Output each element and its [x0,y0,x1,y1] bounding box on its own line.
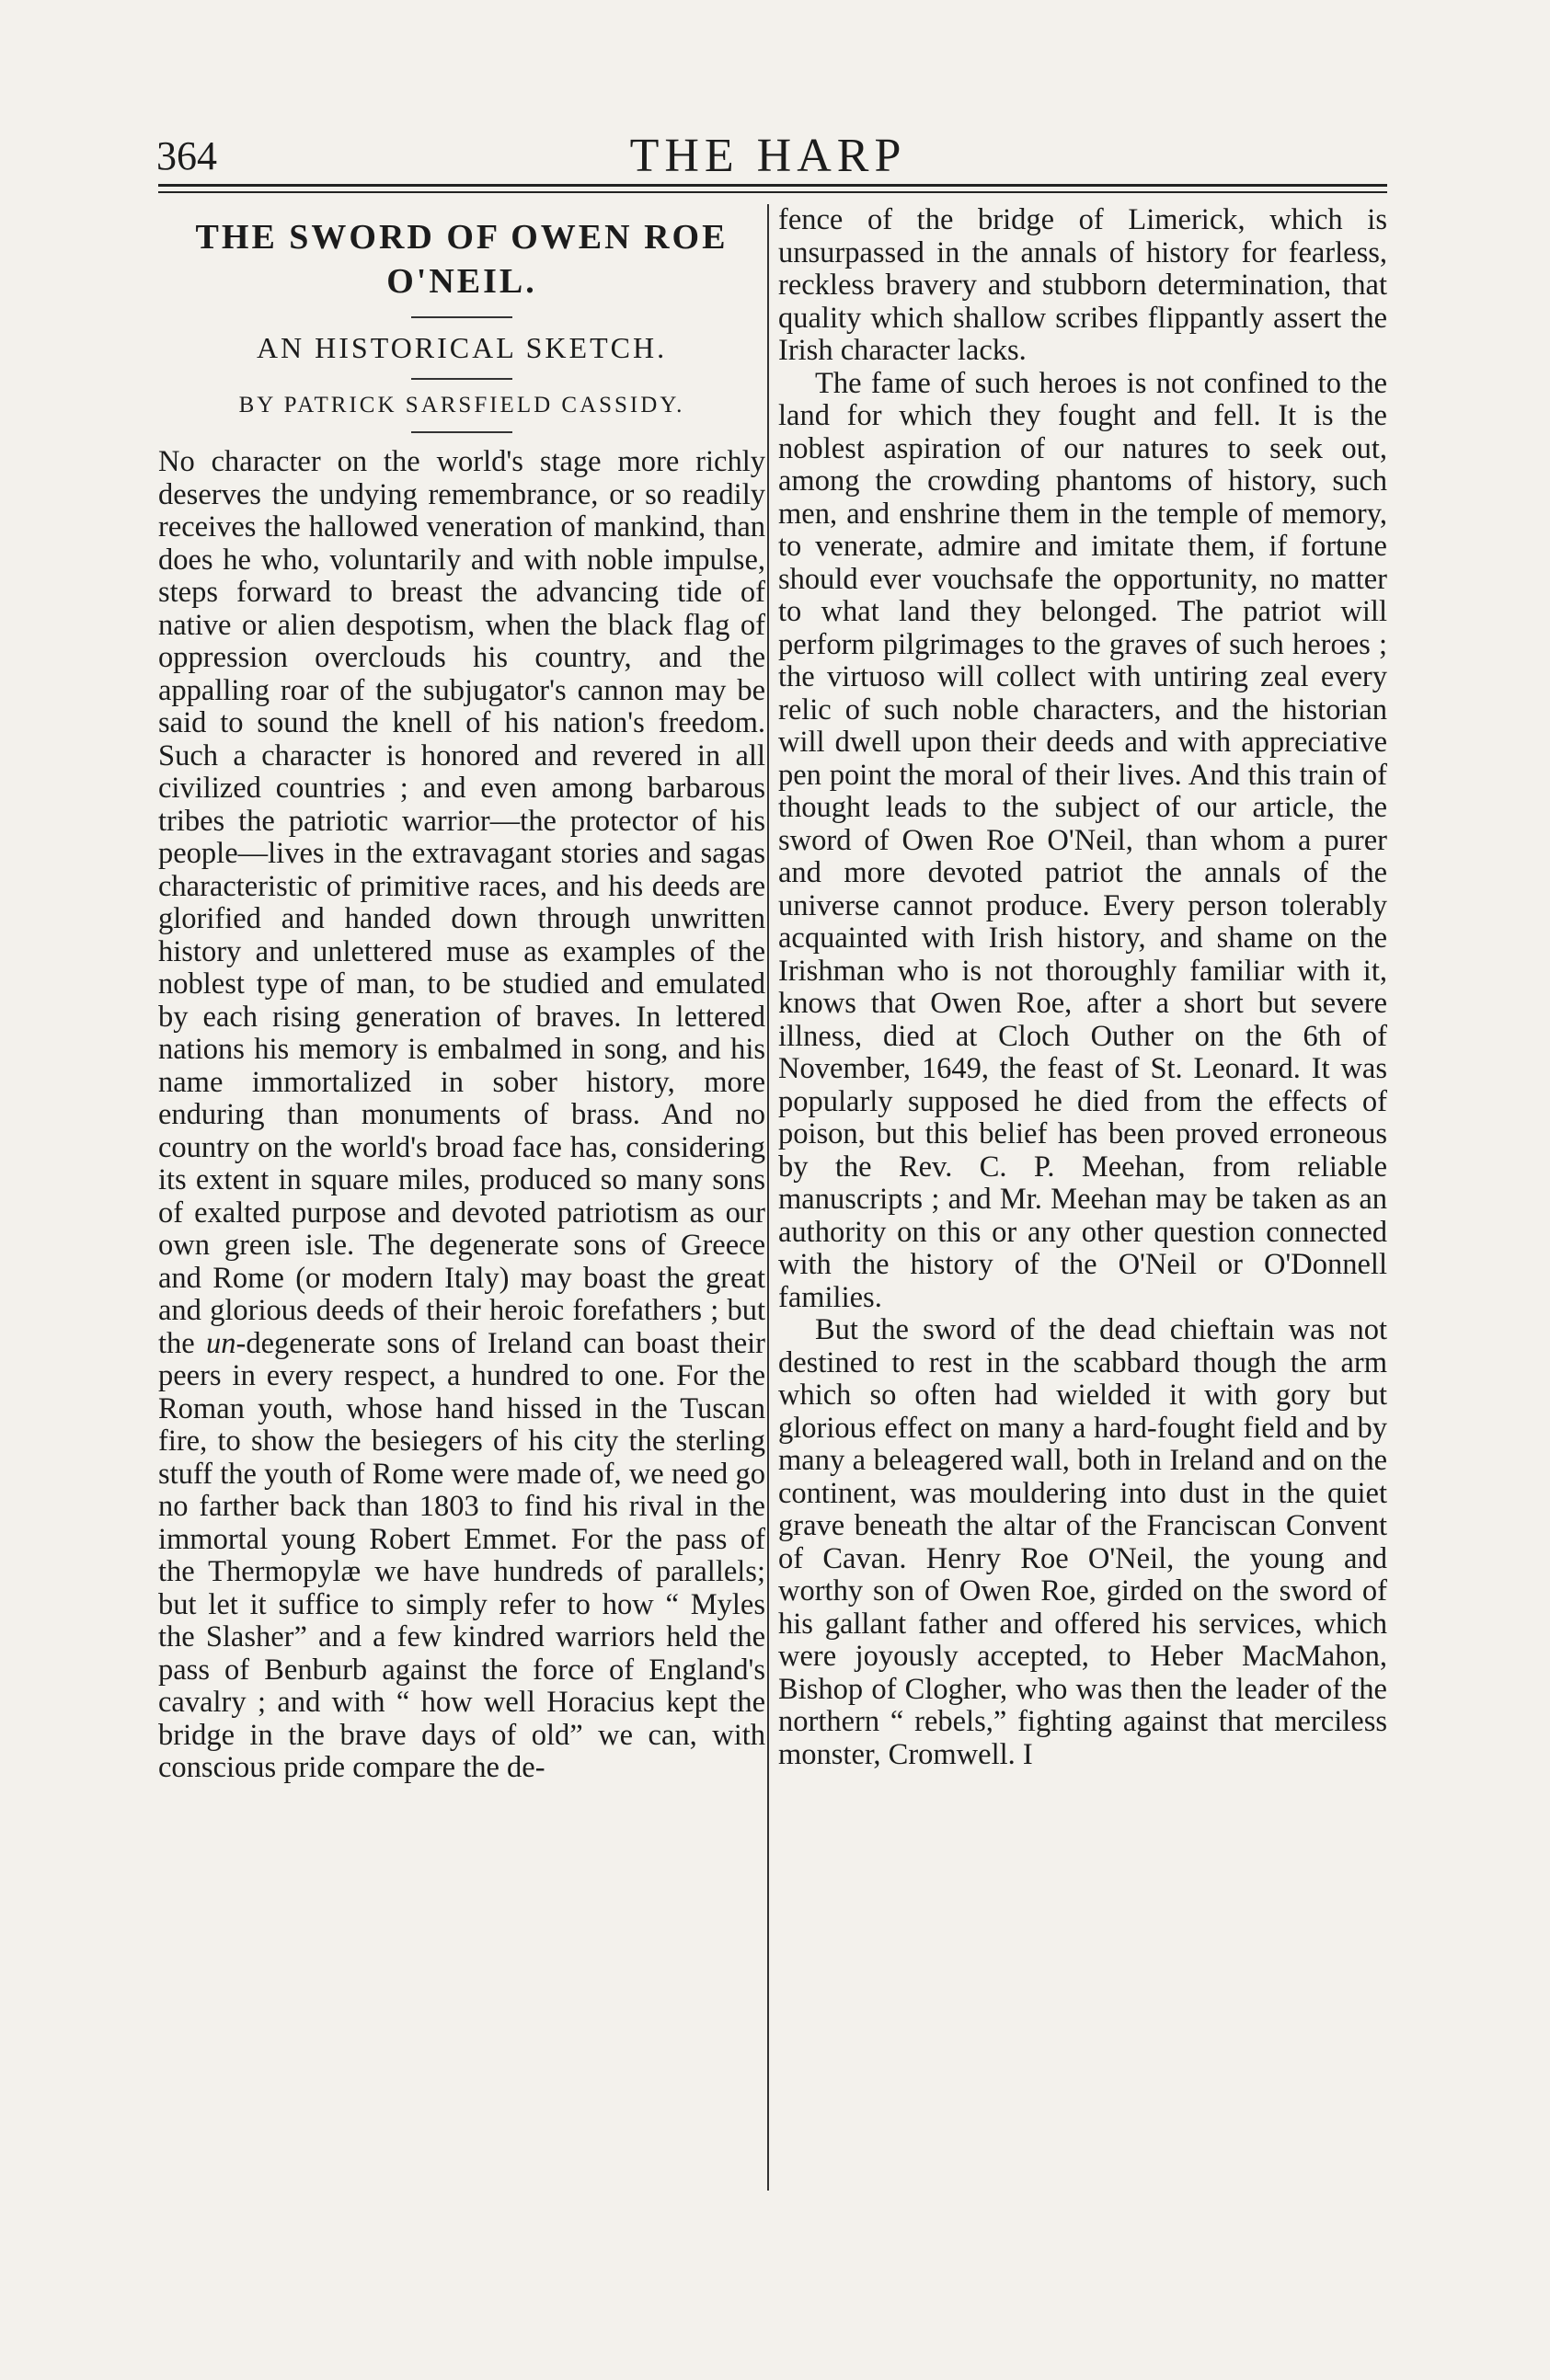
right-paragraph-continued: fence of the bridge of Limerick, which is unsurpassed in the annals of history for fearless, reckless bravery and stubborn determination, that quality which shallow scribes flippantly assert the Irish character lacks. [778,203,1387,367]
right-paragraph-2: The fame of such heroes is not confined to the land for which they fought and fell. It is the noblest aspiration of our natures to seek out, among the crowding phantoms of history, such men, and enshrine them in the temple of memory, to venerate, admire and imitate them, if fortune should ever vouchsafe the opportunity, no matter to what land they belonged. The patriot will perform pilgrimages to the graves of such heroes ; the virtuoso will collect with untiring zeal every relic of such noble characters, and the historian will dwell upon their deeds and with appreciative pen point the moral of their lives. And this train of thought leads to the subject of our article, the sword of Owen Roe O'Neil, than whom a purer and more devoted patriot the annals of the universe cannot produce. Every person tolerably acquainted with Irish history, and shame on the Irishman who is not thoroughly familiar with it, knows that Owen Roe, after a short but severe illness, died at Cloch Outher on the 6th of November, 1649, the feast of St. Leonard. It was popularly supposed he died from the effects of poison, but this belief has been proved erroneous by the Rev. C. P. Meehan, from reliable manuscripts ; and Mr. Meehan may be taken as an authority on this or any other question connected with the history of the O'Neil or O'Donnell families. [778,366,1387,1314]
subtitle-divider [411,378,512,380]
article-title: THE SWORD OF OWEN ROE O'NEIL. [195,218,729,301]
title-divider [411,316,512,318]
right-paragraph-3: But the sword of the dead chieftain was not destined to rest in the scabbard though the arm which so often had wielded it with gory but glorious effect on many a hard-fought field and by many a beleagered wall, both in Ireland and on the continent, was mouldering into dust in the quiet grave beneath the altar of the Franciscan Convent of Cavan. Henry Roe O'Neil, the young and worthy son of Owen Roe, girded on the sword of his gallant father and offered his services, which were joyously accepted, to Heber MacMahon, Bishop of Clogher, who was then the leader of the northern “ rebels,” fighting against that merciless monster, Cromwell. I [778,1313,1387,1771]
left-column [158,204,765,1785]
header-rule-top [158,184,1387,187]
column-divider [767,204,769,2191]
article-subtitle: AN HISTORICAL SKETCH. [256,331,668,364]
running-title: THE HARP [629,130,907,182]
page-header [138,120,1398,184]
byline-divider [411,431,512,433]
left-paragraph [158,446,765,1785]
right-column [778,204,1387,1771]
page-number: 364 [156,133,217,178]
left-paragraph-italic: un- [206,1326,247,1360]
left-paragraph-part2: degenerate sons of Ireland can boast their peers in every respect, a hundred to one. For the Roman youth, whose hand hissed in the Tuscan fire, to show the besiegers of his city the sterling stuff the youth of Rome were made of, we need go no farther back than 1803 to find his rival in the immortal young Robert Emmet. For the pass of the Thermopylæ we have hundreds of parallels; but let it suffice to simply refer to how “ Myles the Slasher” and a few kindred warriors held the pass of Benburb against the force of England's cavalry ; and with “ how well Horacius kept the bridge in the brave days of old” we can, with conscious pride compare the de- [158,1326,765,1784]
article-byline: BY PATRICK SARSFIELD CASSIDY. [238,393,685,418]
header-rule-bottom [158,191,1387,193]
left-paragraph-part1: No character on the world's stage more richly deserves the undying remembrance, or so readily receives the hallowed veneration of mankind, than does he who, voluntarily and with noble impulse, steps forward to breast the advancing tide of native or alien despotism, when the black flag of oppression overclouds his country, and the appalling roar of the subjugator's cannon may be said to sound the knell of his nation's freedom. Such a character is honored and revered in all civilized countries ; and even among barbarous tribes the patriotic warrior—the protector of his people—lives in the extravagant stories and sagas characteristic of primitive races, and his deeds are glorified and handed down through unwritten history and unlettered muse as examples of the noblest type of man, to be studied and emulated by each rising generation of braves. In lettered nations his memory is embalmed in song, and his name immortalized in sober history, more enduring than monuments of brass. And no country on the world's broad face has, considering its extent in square miles, produced so many sons of exalted purpose and devoted patriotism as our own green isle. The degenerate sons of Greece and Rome (or modern Italy) may boast the great and glorious deeds of their heroic forefathers ; but the [158,445,765,1360]
